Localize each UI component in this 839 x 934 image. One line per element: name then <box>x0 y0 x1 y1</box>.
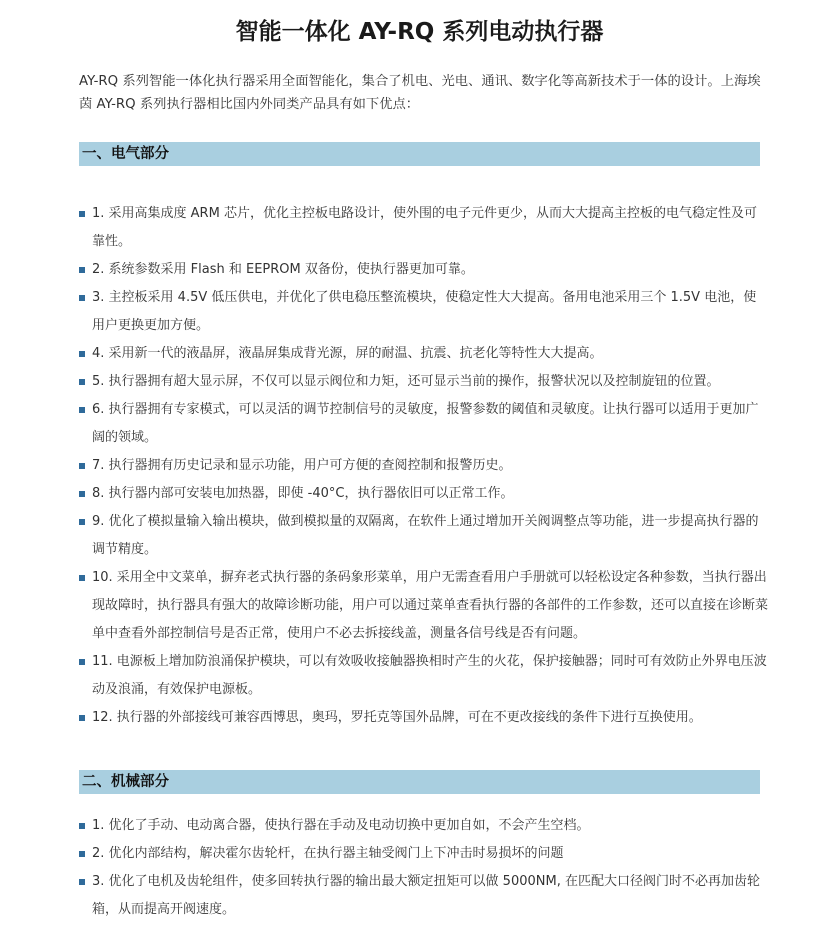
list-item: 1. 优化了手动、电动离合器，使执行器在手动及电动切换中更加自如，不会产生空档。 <box>79 812 769 840</box>
bullet-icon <box>79 351 85 357</box>
list-item: 9. 优化了模拟量输入输出模块，做到模拟量的双隔离，在软件上通过增加开关阀调整点等功能，进一步提高执行器的调节精度。 <box>79 508 769 564</box>
electrical-list <box>79 200 769 732</box>
list-item: 1. 采用高集成度 ARM 芯片，优化主控板电路设计，使外围的电子元件更少，从而大大提高主控板的电气稳定性及可靠性。 <box>79 200 769 256</box>
list-item: 6. 执行器拥有专家模式，可以灵活的调节控制信号的灵敏度，报警参数的阈值和灵敏度。让执行器可以适用于更加广阔的领域。 <box>79 396 769 452</box>
section-header-electrical: 一、电气部分 <box>79 142 760 166</box>
section-header-mechanical: 二、机械部分 <box>79 770 760 794</box>
bullet-icon <box>79 267 85 273</box>
bullet-icon <box>79 879 85 885</box>
list-item: 3. 优化了电机及齿轮组件，使多回转执行器的输出最大额定扭矩可以做 5000NM, 在匹配大口径阀门时不必再加齿轮箱，从而提高开阀速度。 <box>79 868 769 924</box>
list-item: 2. 系统参数采用 Flash 和 EEPROM 双备份，使执行器更加可靠。 <box>79 256 769 284</box>
bullet-icon <box>79 851 85 857</box>
list-item: 2. 优化内部结构，解决霍尔齿轮杆，在执行器主轴受阀门上下冲击时易损坏的问题 <box>79 840 769 868</box>
bullet-icon <box>79 519 85 525</box>
bullet-icon <box>79 575 85 581</box>
mechanical-list <box>79 812 769 924</box>
bullet-icon <box>79 823 85 829</box>
bullet-icon <box>79 211 85 217</box>
list-item: 3. 主控板采用 4.5V 低压供电，并优化了供电稳压整流模块，使稳定性大大提高。备用电池采用三个 1.5V 电池，使用户更换更加方便。 <box>79 284 769 340</box>
bullet-icon <box>79 295 85 301</box>
page-title: 智能一体化 AY-RQ 系列电动执行器 <box>235 19 604 45</box>
intro-paragraph: AY-RQ 系列智能一体化执行器采用全面智能化，集合了机电、光电、通讯、数字化等高新技术于一体的设计。上海埃茵 AY-RQ 系列执行器相比国内外同类产品具有如下优点： <box>79 74 761 112</box>
bullet-icon <box>79 379 85 385</box>
list-item: 7. 执行器拥有历史记录和显示功能，用户可方便的查阅控制和报警历史。 <box>79 452 769 480</box>
list-item: 5. 执行器拥有超大显示屏，不仅可以显示阀位和力矩，还可显示当前的操作，报警状况以及控制旋钮的位置。 <box>79 368 769 396</box>
bullet-icon <box>79 491 85 497</box>
list-item: 12. 执行器的外部接线可兼容西博思，奥玛，罗托克等国外品牌，可在不更改接线的条件下进行互换使用。 <box>79 704 769 732</box>
list-item: 8. 执行器内部可安装电加热器，即使 -40°C，执行器依旧可以正常工作。 <box>79 480 769 508</box>
bullet-icon <box>79 407 85 413</box>
bullet-icon <box>79 463 85 469</box>
bullet-icon <box>79 659 85 665</box>
bullet-icon <box>79 715 85 721</box>
list-item: 10. 采用全中文菜单，摒弃老式执行器的条码象形菜单，用户无需查看用户手册就可以轻松设定各种参数，当执行器出现故障时，执行器具有强大的故障诊断功能，用户可以通过菜单查看执行器的各部件的工作参数，还可以直接在诊断菜单中查看外部控制信号是否正常，使用户不必去拆接线盖，测量各信号线是否有问题。 <box>79 564 769 648</box>
list-item: 4. 采用新一代的液晶屏，液晶屏集成背光源，屏的耐温、抗震、抗老化等特性大大提高。 <box>79 340 769 368</box>
list-item: 11. 电源板上增加防浪涌保护模块，可以有效吸收接触器换相时产生的火花，保护接触器；同时可有效防止外界电压波动及浪涌，有效保护电源板。 <box>79 648 769 704</box>
